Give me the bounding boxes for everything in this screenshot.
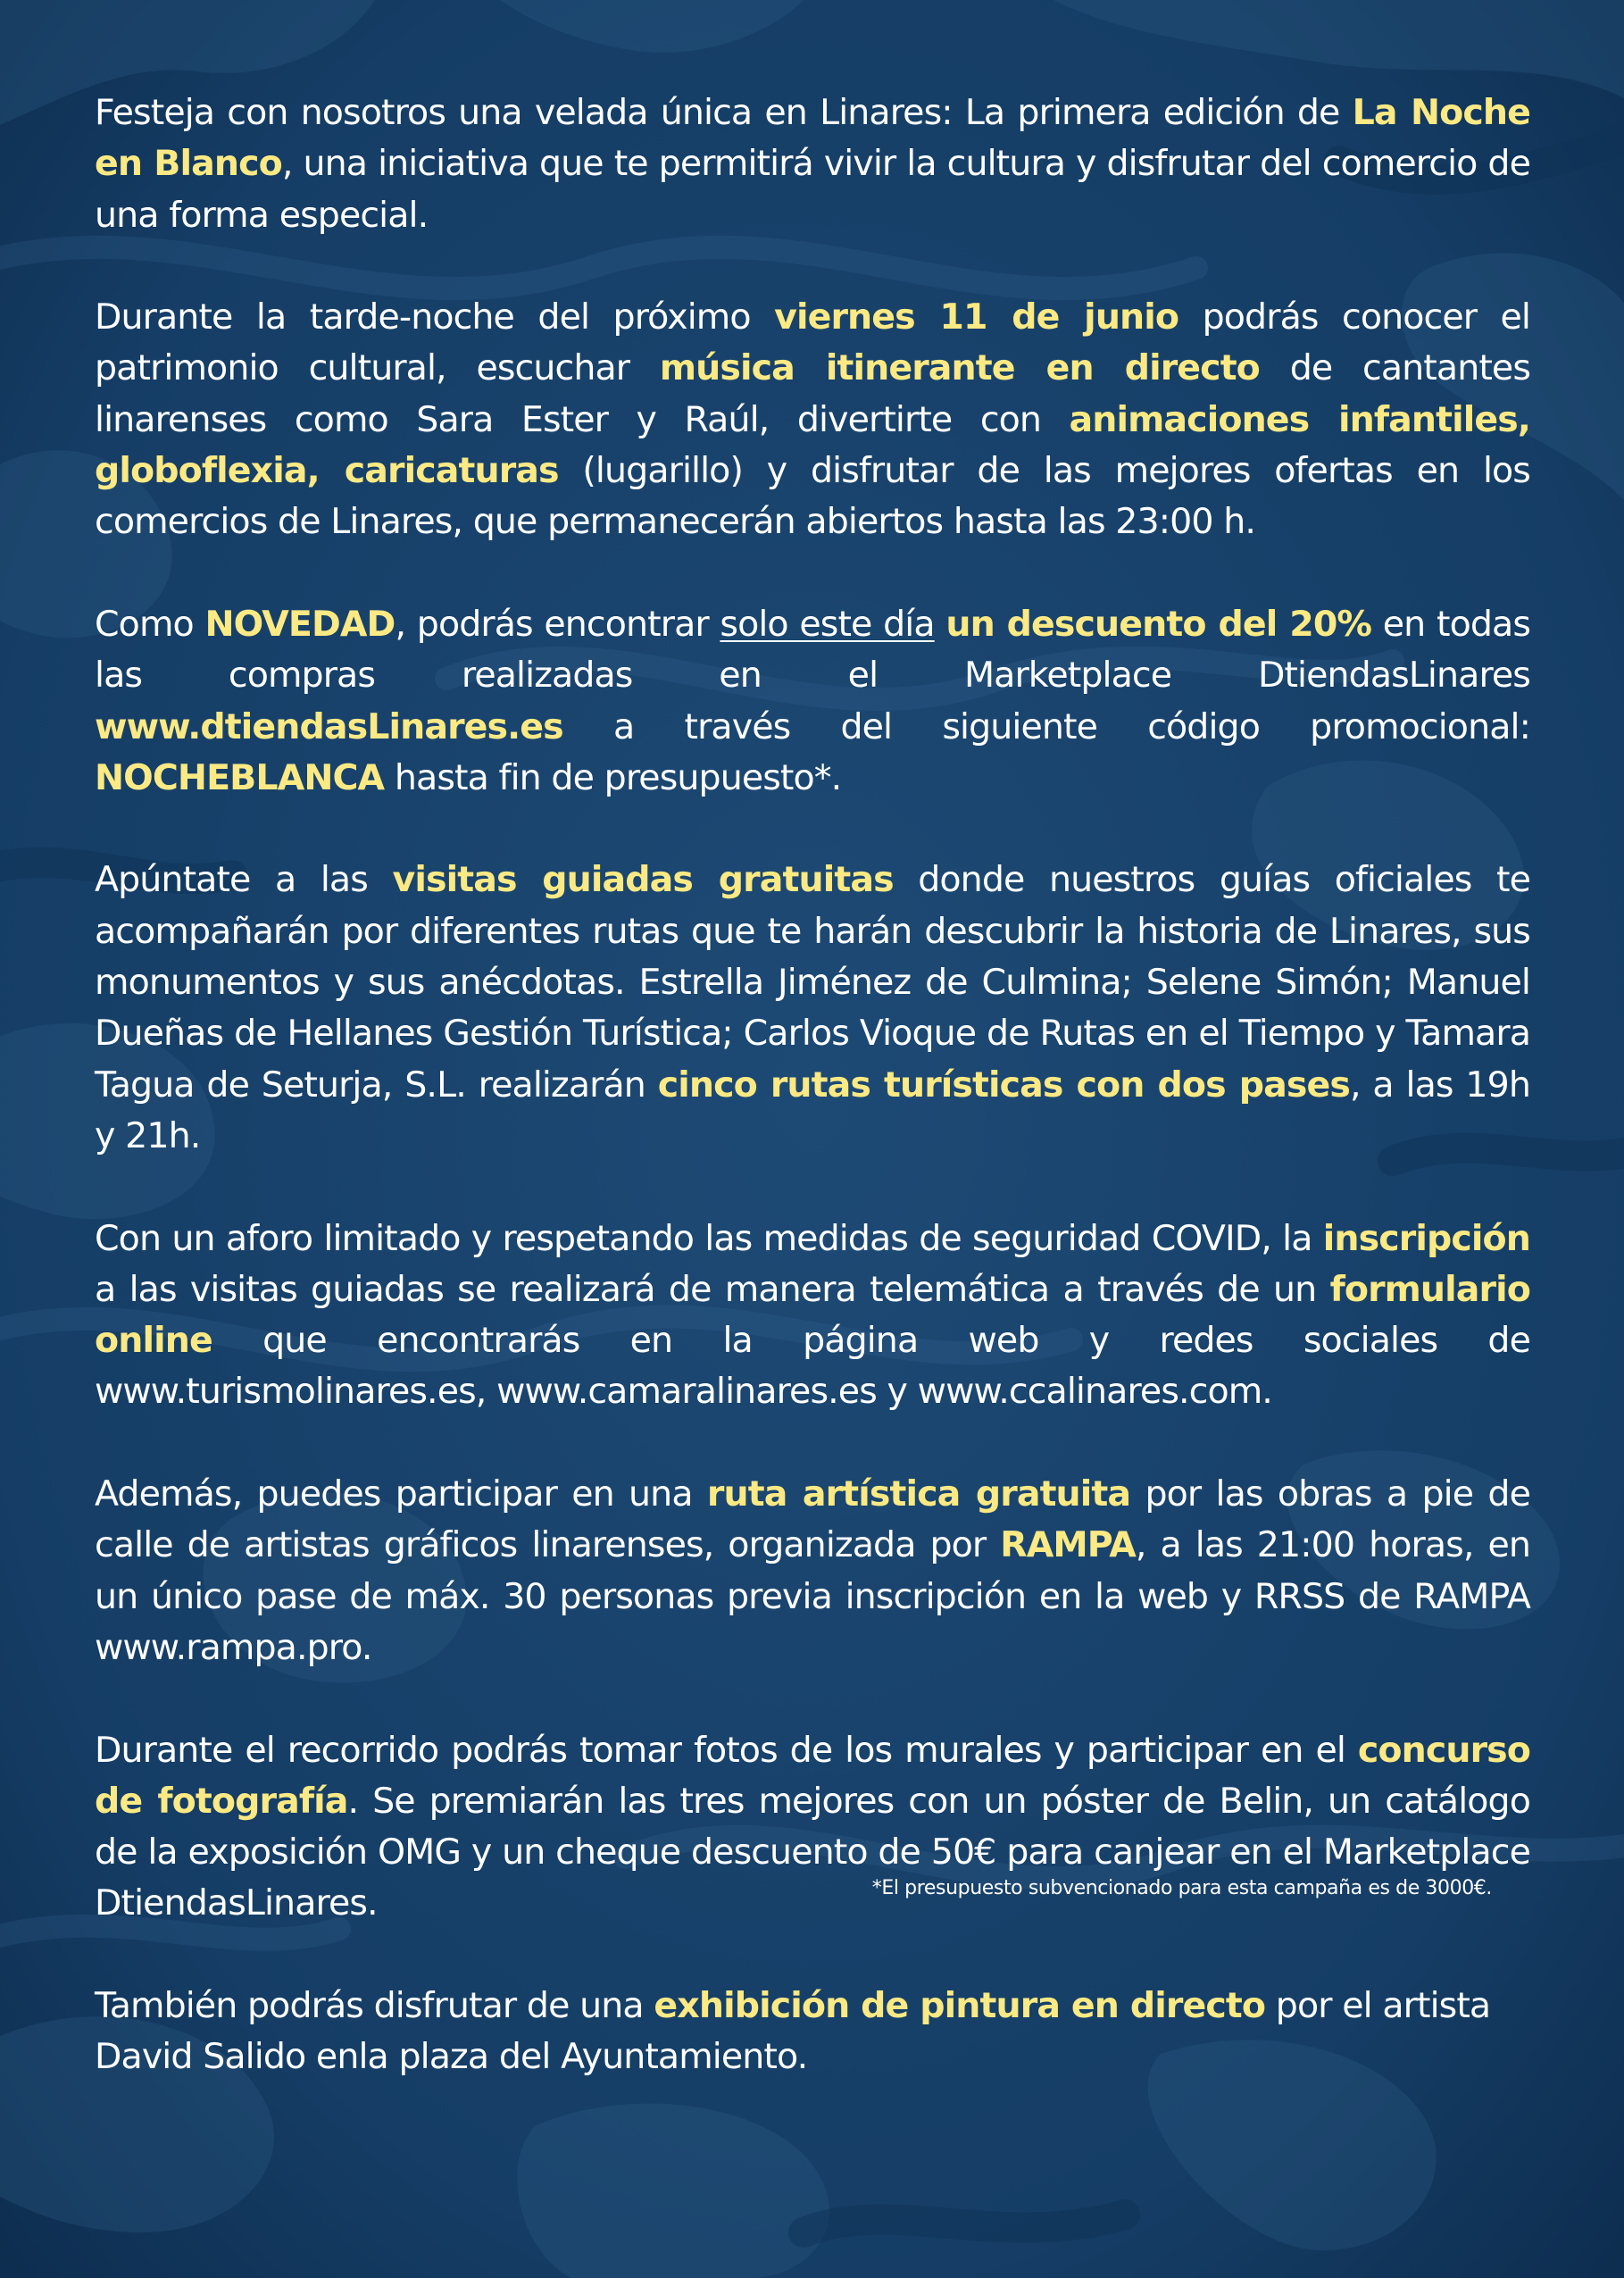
- text-run: . Se premiarán las tres mejores con un póster de Belin, un catálogo de la exposición OMG y un cheque descuento de 50€ para canjear en el Marketplace DtiendasLinares.: [95, 1780, 1530, 1924]
- text-run: Durante el recorrido podrás tomar fotos de los murales y participar en el: [95, 1729, 1358, 1771]
- discount-highlight: un descuento del 20%: [945, 603, 1372, 645]
- text-run: de cantantes linarenses como Sara Ester y Raúl, divertirte con: [95, 347, 1530, 440]
- text-run: Apúntate a las: [95, 859, 393, 901]
- text-run: hasta fin de presupuesto*.: [384, 756, 842, 798]
- budget-footnote: *El presupuesto subvencionado para esta campaña es de 3000€.: [871, 1877, 1492, 1899]
- text-run: a las visitas guiadas se realizará de manera telemática a través de un: [95, 1268, 1330, 1310]
- tours-highlight: visitas guiadas gratuitas: [392, 859, 894, 901]
- text-run: por el artista David Salido enla plaza del Ayuntamiento.: [95, 1984, 1491, 2078]
- text-run: (lugarillo) y disfrutar de las mejores ofertas en los comercios de Linares, que permanecerán abiertos hasta las 23:00 h.: [95, 450, 1530, 543]
- music-highlight: música itinerante en directo: [659, 347, 1260, 389]
- paragraph-registration: [95, 1214, 1530, 1418]
- promo-code: NOCHEBLANCA: [95, 756, 385, 798]
- text-run: , una iniciativa que te permitirá vivir la cultura y disfrutar del comercio de una forma especial.: [95, 143, 1530, 236]
- text-run: que encontrarás en la página web y redes sociales de www.turismolinares.es, www.camaralinares.es y www.ccalinares.com.: [95, 1320, 1530, 1413]
- text-run: [935, 604, 946, 645]
- paragraph-art-route: [95, 1469, 1530, 1673]
- text-run: También podrás disfrutar de una: [95, 1984, 654, 2026]
- text-run: Como: [95, 603, 205, 645]
- text-run: Durante la tarde-noche del próximo: [95, 296, 775, 338]
- paragraph-intro: [95, 88, 1530, 241]
- online-form-highlight: formulario online: [95, 1268, 1530, 1362]
- paragraph-program: [95, 292, 1530, 547]
- text-run: , a las 19h y 21h.: [95, 1064, 1530, 1156]
- paragraph-painting: [95, 1981, 1530, 2083]
- organizer-highlight: RAMPA: [1000, 1524, 1136, 1566]
- marketplace-url: www.dtiendasLinares.es: [95, 705, 563, 747]
- text-run: , a las 21:00 horas, en un único pase de máx. 30 personas previa inscripción en la web y RRSS de RAMPA www.rampa.pro.: [95, 1524, 1530, 1668]
- text-run: podrás conocer el patrimonio cultural, escuchar: [95, 296, 1531, 389]
- paragraph-guided-tours: [95, 855, 1530, 1162]
- underlined-text: solo este día: [720, 603, 935, 645]
- text-run: en todas las compras realizadas en el Marketplace DtiendasLinares: [95, 603, 1531, 697]
- routes-highlight: cinco rutas turísticas con dos pases: [657, 1064, 1350, 1106]
- text-run: a través del siguiente código promocional:: [562, 705, 1530, 747]
- event-name-highlight: La Noche en Blanco: [95, 92, 1530, 185]
- text-run: , podrás encontrar: [395, 603, 720, 645]
- activities-highlight: animaciones infantiles, globoflexia, caricaturas: [95, 398, 1530, 492]
- text-run: Además, puedes participar en una: [95, 1473, 707, 1515]
- text-run: Festeja con nosotros una velada única en Linares: La primera edición de: [95, 92, 1353, 133]
- contest-highlight: concurso de fotografía: [95, 1729, 1530, 1822]
- text-run: donde nuestros guías oficiales te acompañarán por diferentes rutas que te harán descubrir la historia de Linares, sus monumentos y sus anécdotas. Estrella Jiménez de Culmina; Selene Simón; Manuel Dueñas de Hellanes Gestión Turística; Carlos Vioque de Rutas en el Tiempo y Tamara Tagua de Seturja, S.L. realizarán: [95, 859, 1531, 1106]
- novelty-highlight: NOVEDAD: [204, 603, 396, 645]
- registration-highlight: inscripción: [1322, 1217, 1530, 1259]
- document-body: [95, 88, 1530, 2083]
- paragraph-discount: [95, 599, 1530, 804]
- text-run: por las obras a pie de calle de artistas gráficos linarenses, organizada por: [95, 1473, 1530, 1566]
- painting-highlight: exhibición de pintura en directo: [654, 1984, 1266, 2026]
- text-run: Con un aforo limitado y respetando las medidas de seguridad COVID, la: [95, 1217, 1323, 1259]
- date-highlight: viernes 11 de junio: [774, 296, 1179, 338]
- art-route-highlight: ruta artística gratuita: [706, 1473, 1131, 1515]
